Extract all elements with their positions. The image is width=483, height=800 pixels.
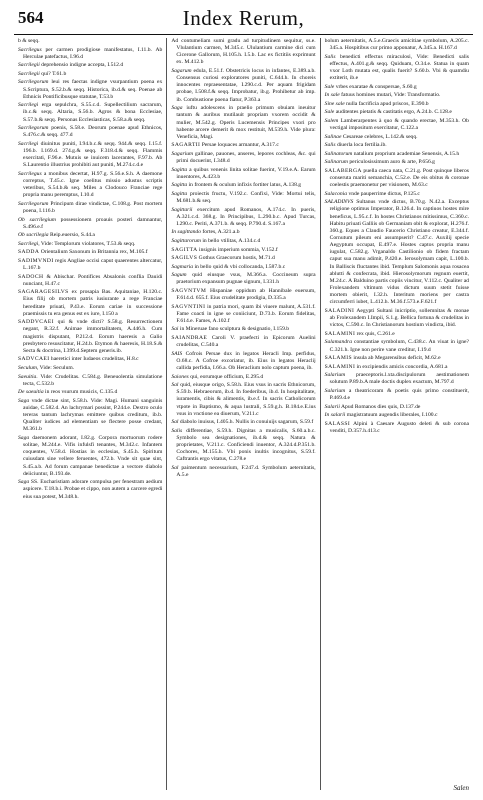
entry-headword: Sagmaria [171,263,194,270]
index-entry [18,479,162,500]
entry-text: nulla facrificia apud priscos, E.390.b [346,100,429,107]
entry-text: constantiae symbolum, C.438.c. An viuat in igne? C.321.h. Igne non perire vane creditur, I.19.d [329,339,469,353]
entry-text: insignis imperium sommia, V.152.f [199,246,278,253]
index-entry [18,289,162,318]
index-entry [325,421,469,435]
entry-text: Aegypti Sultani inicriptio, sollemnitas & monae ab Frolexandem I.Impii, S.1.g. Bellica fortuna & crudelitas in victos, C.590.c. In Christianorum hostium vindicta, ibid. [329,307,469,329]
index-entry [171,247,315,254]
entry-headword: Sacrilegus [18,46,42,53]
entry-headword: Salarium [324,372,346,379]
index-entry [18,71,162,78]
index-entry [171,335,315,349]
entry-text: in patria mori, quam ibi viuere malunt, A.531.f. Fame coacti in igne se coniiciunt, D.73.b. Eorum fidelitas, F.614.e. Fames, A.102.f [176,303,316,324]
index-entry [18,389,162,396]
entry-text: auditentes pietatis & castitatis ergo, A.24.b. C.128.e [335,109,452,116]
index-column-right [321,38,473,790]
entry-text: magistratuum augendis liberales, I.100.c [346,412,438,419]
entry-headword: SADDA [18,249,40,256]
entry-text: SS. Eucharistiam adorare compulsa per fenestram aedium aspicere. T.18.b.i. Probae et cippo, non autem a carcere egredi eius sua potest, M.348.h. [23,479,163,500]
entry-text: Caroli V. praefecti in Epicorum Auelini crudelitas, C.540.a [176,334,316,349]
entry-text: possessionem proauis posteri damnantur, S.496.e.f [23,216,163,230]
entry-text: quid, eiusque origo, S.58.h. Eius vsus in sacris Ethnicorum, S.59.b. Hebraeorum, ib.d. In foederibus, ib.d. In hospitalitate, iuramentis, cibis & alimentis, ib.e.f. In sacris Catholicorum vtpote in Baptismo, & aqua lustrali, S.59.g.h. B.184.e.E.ius vsus in vnctione ea diuerum, V.211.c [176,382,316,417]
index-entry [325,134,469,141]
entry-text: paimentum necessarium, F.247.d. Symbolum aeternitatis, A.5.e [176,464,316,479]
entry-text: fortes, A.321.a.b [202,229,240,236]
entry-headword: SADOCH [18,273,44,280]
index-entry [171,264,315,271]
entry-headword: SAGARAGESILVS [18,289,69,296]
entry-headword: Sacrilegorum [18,200,49,207]
entry-headword: SALAMIS [324,355,353,362]
entry-text: periculosissimum auro & arte, P.656.g [349,159,435,166]
entry-headword: Sacrilegorum [18,125,49,132]
index-entry [171,374,315,381]
entry-headword: Salis [324,53,336,60]
index-entry [171,465,315,479]
index-entry [325,168,469,189]
entry-headword: SADVCAEI [18,356,50,363]
entry-text: Vide: Seculum. [39,364,75,371]
entry-text: exercitum apud Romanos, A.174.c. In pueris, A.321.c.d. 368.g. In Principibus, L.290.b.c. Apud Turcas, I.290.c. Periti, A.371.b. & seqq. P.790.d. S.167.a [176,206,316,227]
entry-headword: Sacrilegi [18,102,39,109]
index-entry [325,142,469,149]
entry-headword: SALAMINI [324,330,356,337]
entry-headword: SAGILVS [171,255,198,262]
index-entry [18,398,162,434]
entry-text: puella caeca nata, C.21.g. Post quinque liberos conseruta mariti semanchia, C.52.e. De eis obitus & coronae coelestis praemonetur per visionem, M.63.c [329,167,469,189]
index-entry [171,351,315,372]
index-entry [171,272,315,286]
index-entry [18,125,162,139]
entry-headword: Sacrilegorum [18,79,49,86]
entry-text: benedicti effectus miraculosi, Vide: Benedicti salis effectus, A.401.g.& seqq. Quiduam, O.34.e. Statua in quam vxor Loth mutata est, qualis fuerit? S.60.b. Vbi & quamdiu extiterit, ib.e [329,53,469,82]
entry-headword: Salem [324,117,339,124]
entry-headword: Sagum [171,272,187,279]
entry-headword: In sagittando [171,229,202,236]
entry-headword: Sagarium [171,150,194,157]
page-title: Index Rerum, [182,6,305,30]
entry-text: differentiae, S.59.h. Dignitas a musicalis, S.60.a.b.c. Symbolo sea designationes, ib.d.& seqq. Natura & proprietates, V.211.c. Conficiendi inuentor, A.324.d.P.351.b. Cochores, M.155.h. Vbi ponis inultis incognitus, S.59.f. Caftrantis ergo vitatus, C.278.e [176,427,316,463]
index-entry [325,84,469,91]
entry-text: qui & vnde dicti? S.58.g. Resurrectionem negant, R.32.f. Animae immortalitatem, A.446.h. Cum magistris disputant, P.212.d. Eorum haeresis a Galio presbytero resuscitatur, H.24.b. Etymon & haeresis, H.18.S.& Secta & doctrina, I.399.d.Septem generis.ib. [23,319,163,354]
entry-text: Cofrois Persae dux in legatos Heracli Imp. perfidus, O.68.c. A Cofroe excoriatur, ib. Eius in legatos Heraclij callida perfidia, I.66.a. Ob Heraclium nolo captum poena, ib. [176,350,316,371]
catchword: Salen [453,784,469,792]
entry-headword: Sale [324,83,335,90]
entry-headword: Sine sale [324,100,345,107]
index-entry [171,326,315,333]
index-entry [18,79,162,100]
entry-headword: Ob sacrilegium [18,216,56,223]
entry-headword: SALAMINI [324,363,356,370]
index-entry [325,54,469,83]
entry-text: edula, E.51.f. Obstetricis locus in infantes, E.389.a.b. Consensus curiosi exploratores puniti, C.644.h. In choreis innocentes repraesentatae, I.290.c.d. Per aquam frigidam probae, I.508.f.& seqq. Improbatur, ib.g. Prohibetur ab imp. ib. Combustione poena fiatur, P.363.a [176,68,316,103]
entry-headword: SADDVCAEI [18,319,54,326]
entry-headword: Saga [18,397,30,404]
entry-headword: Salaconia [324,190,348,197]
entry-text: Vide: Templorum violatores, T.53.& seqq. [40,240,136,247]
entry-headword: Sacrilegus [18,170,42,177]
entry-headword: De saeuitia [18,389,44,396]
entry-text: ex prosapia Bas. Aquitaniae, H.120.c. Eius filij ob mortem patris iusiurante a rege Franciae hereditate priuati, P.43.e. Eorum cariae in successione praemissis tu era genus est ex iure, I.150 a [23,289,163,317]
index-entry [18,141,162,170]
index-entry [325,388,469,402]
entry-text: in Mineruae fano sculptura & designatio, I.159.b [179,326,290,333]
index-entry [325,364,469,371]
entry-text: diuinitus puniti, I.94.b.c.& seqq. 944.& seqq. I.15.f. 196.b. I.169.d. 274.g.& seqq. F.318.d.& seqq. Flammis exercitati, F.96.e. Mutuis se inuicem lacerantes, F.97.b. Ab S.Laurentio illustrius prohibiti aut puniti, M.274.c.d.e [23,140,163,169]
index-entry [18,232,162,239]
entry-headword: Sagittarorum [171,237,201,244]
index-entry [18,274,162,288]
index-entry [18,249,162,256]
entry-text: insula ab Megarensibus deficit, M.62.e [353,355,441,362]
index-entry [171,288,315,302]
entry-text: Principum dirae vindictae, C.108.g. Post mortem poena, I.116.b [23,200,163,214]
entry-headword: SALABERGA [324,167,362,174]
entry-text: poenis, S.58.e. Deorum poenae apud Ethnicos, S.476.c.& seqq. 477.d [23,125,163,139]
index-entry [18,171,162,200]
index-entry [171,68,315,104]
index-entry [171,191,315,205]
entry-text: proiectis fructu, V.192.c. Confixi, Vide: Mortui telis, M.681.b.& seq. [176,190,316,205]
entry-text: Apud Romanos dies quis, D.137.de [340,403,421,410]
entry-headword: Salis [324,142,336,149]
entry-text: Gothus Graecorum hostis, M.71.d [198,255,275,262]
entry-headword: Seculum, [18,364,39,371]
entry-headword: Salis [171,427,183,434]
entry-text: rex quis, C.261.e [356,330,395,337]
entry-text: per carmen prodigiose manifestatus, I.11.b. Ab Herculae patefactus, I.96.d [23,46,163,60]
entry-text: Sultanus vnde dictus, B.70.g. N.42.a. Exceptus religione optimus Imperator, B.126.d. In captiuos hostes mire beneficus, L.95.c.f. In hostes Christianos mitissimus, C.360.c. Habitu priuati Galliis ob Germaniam obit & explorat, H.276.f. 360.g. Eques a Claudio Faucerio Christiano creatur, E.344.f. Cornutum pileum eni assumpserit? C.47.c. Auxilij specie Aegyptum occupat, E.497.e. Hostes captos propria manu iugulat, C.582.g. Vrganaldo Castilionio ob fidem fractam caput sua manu adimit, P.420.e. Ierosolymam capit, L.100.b. In Balliscis fluctantes ibid. Templum Salomonis aqua rosacea ablutti & confecrata, ibid. Hierosolymorum regnum euertit, M.24.c. A Balduino partis copiis vincitur, V.112.c. Qualiter ad Frolexandem vltimum vidus dictum suum stetit fuisse mortem obierit, I.32.h. Interitum moriens per castra circumferri iubet, L.412.h. M.36.f.573.e.F.621.f [329,199,469,306]
index-entry [18,365,162,372]
index-entry [171,38,315,67]
entry-headword: Salinatorum [324,150,353,157]
entry-text: bolum aeternitatis, A.5.e.Graecis amicitiae symbolum, A.205.c. 345.a. Hospitibus cur primo apponatur, A.345.a. H.167.d [324,38,469,52]
index-entry [171,142,315,149]
entry-text: regis Angliae occisi caput quaerentes altercatur, L.167.b [23,257,163,271]
index-entry [18,38,162,45]
index-entry [325,109,469,116]
entry-headword: In salarii [324,412,346,419]
entry-headword: Sacrilegii [18,62,40,69]
entry-text: Orientalium Saxonum in Britannia rex, M.105.f [40,249,148,256]
entry-text: Alpini à Caesare Augusto deleti & sub corona venditi, D.357.h.413.c [329,420,469,434]
index-entry [18,62,162,69]
index-entry [18,319,162,355]
entry-text: haeretici inter Iudaeos crudelitas, H.8.c [50,356,139,363]
entry-text: Cesareae celebres, L.142.& seqq. [342,133,418,140]
entry-text: in reos vsurum musicis, C.135.d [45,389,118,396]
entry-text: Vide: Crudelitas. C.584.g. Beneuolentia simulatione tecta, C.532.b [23,373,163,387]
index-entry [18,374,162,388]
entry-headword: Ob sacrilegia [18,232,49,239]
entry-headword: Saga [171,105,183,112]
entry-text: diuerla loca fertilia.ib. [336,142,387,149]
entry-headword: Sagarum [171,68,192,75]
entry-text: fatuus homines mutari, Vide: Transformatio. [341,92,441,99]
entry-headword: Salinarum [324,159,348,166]
index-entry [171,105,315,141]
entry-text: in frontem & oculum infixis fortiter latus, A.138.g [188,182,302,189]
entry-text: Persae loquaces armantur, A.317.c [201,142,279,149]
index-entry [325,308,469,329]
index-entry [171,304,315,325]
entry-headword: Sagitta [171,182,188,189]
entry-text: diabolo inuisus, I.405.h. Nullis in conuiuijs sagarum, S.59.f [179,419,314,426]
index-entry [325,404,469,411]
index-entry [171,255,315,262]
index-entry [325,151,469,158]
index-entry [18,217,162,231]
index-entry [171,382,315,418]
index-entry [325,199,469,306]
entry-headword: Sal [171,419,179,426]
entry-text: erga sepulchra, S.55.c.d. Supellectilium sacrarum, ib.c.& seqq. Altaria, S.56.b. Agros & bona Ecclesiae, S.57.b.& seqq. Personas Ecclesiasticas, S.58.a.& seqq. [23,102,163,123]
entry-headword: Saeuitia. [18,373,38,380]
entry-text: natalium proprium academiae Senensis, A.15.h [353,150,460,157]
entry-text: leui res faectas indigne vsurpantium poena ex S.Scriptura, S.52.b.& seqq. Historica, ib.d.& seq. Poenae ab Ethnicis Pontificibusque statutae, T.53.b [23,79,163,100]
entry-headword: Sagitta [171,166,188,173]
header-rule [14,34,473,35]
entry-text: Reip.euersio, S.44.a [50,232,95,239]
index-entry [18,258,162,272]
entry-headword: Sagittarii [171,206,193,213]
entry-headword: SALASSI [324,420,351,427]
entry-headword: SAIS [171,350,183,357]
index-entry [325,412,469,419]
index-entry [325,355,469,362]
entry-headword: SALADINI [324,307,355,314]
entry-headword: Sai [171,326,179,333]
entry-headword: Saga [18,434,30,441]
entry-text: deprehensio indigne accepta, I.512.d [41,62,124,69]
entry-text: daemonem adorant, I.82.g. Corpora mortuorum rodere solitae, M.244.e. Vifis infulsfi tenantes, M.342.c. Infantem coquentes, V.58.d. Hostias in ecclesias, S.45.h. Spiritum cuiusdam sine vellere feruentes, 472.b. Vnde sit quae sint, S.45.a.b. Ad forum campanae benedictae a vectore diabolo deiiciuntur, B.193.de. [23,434,163,477]
page-number: 564 [18,8,44,27]
index-entry [18,356,162,363]
entry-headword: SADIMVNDI [18,257,54,264]
entry-headword: SAIANDRAE [171,334,208,341]
entry-text: a theatricoram & poetis quis primo constituerit, P.469.d.e [329,387,469,401]
entry-headword: Salarii [324,403,340,410]
entry-text: praeceptoris.l.xta.discipulorum aestimationem solutum P.89.b.A male doctis duplex exactum, M.797.d [329,372,469,386]
index-entry [325,372,469,386]
entry-text: in bello vtilitas, A.134.c.d [202,237,261,244]
index-entry [18,47,162,61]
page-header [14,6,473,32]
index-column-left [14,38,166,790]
entry-headword: SAGARTII [171,142,201,149]
entry-headword: Salamandra [324,339,353,346]
entry-headword: Salarium [324,387,346,394]
entry-headword: SAGVNTVM [171,287,207,294]
entry-text: quid eiusque vsus, M.366.a. Coccineum supra praetorium expansum pugnae signum, I.331.h [176,272,316,286]
entry-text: a quibus venenis linita solitae fuerint, V.19.e.A. Earum inuentores, A.423.b [176,166,316,180]
index-entry [325,339,469,353]
entry-headword: SAGVNTINI [171,303,206,310]
entry-text: vrbes exaratae & conspersae, S.60.g [335,83,417,90]
entry-text: qui, eorumque officium, E.295.d [190,373,264,380]
entry-headword: Sacrilegi, [18,240,40,247]
index-entry [18,201,162,215]
entry-headword: Sacrilegi [18,140,39,147]
index-entry [171,167,315,181]
entry-text: qui? T.61.b [41,70,67,77]
index-entry [171,229,315,236]
entry-text: Lamberarpentes à quo & quando erectae, M.353.h. Ob vectigal impositum exercitatur, C.122.a [329,117,469,132]
entry-text: in excipiendis amicis concordia, A.681.a [356,363,448,370]
index-entry [171,419,315,426]
entry-text: gallinae, pauones, anseres, lepores cochleas, &c. qui primi docuerint, I.348.d [176,150,316,165]
entry-headword: Sagitta [171,190,188,197]
index-entry [325,38,469,52]
entry-headword: In sale [324,92,340,99]
entry-text: Hispaniae oppidum ab Hannibale euersum, F.614.d. 655.f. Eius crudelitate prodigia, D.335.a [176,287,316,302]
index-entry [325,331,469,338]
index-entry [171,207,315,228]
index-entry [325,92,469,99]
index-entry [171,151,315,165]
index-column-middle [166,38,320,790]
entry-headword: SALADINVS [324,199,354,206]
entry-text: Ad contumeliam sumi gradu ad turpitudinem sequitur, ss.e. Vlulantium carmen, M.345.c. Ululantium carmine dici cum Cicerone Gallorum, H.105.h. I.5.b. Lac ex fictitiis exprimunt ex. M.412.b [171,38,316,66]
entry-text: in bello quid & vbi collocanda, I.587.b.c [194,263,286,270]
index-entry [171,182,315,189]
index-entry [171,238,315,245]
entry-headword: Sal [171,464,179,471]
index-entry [325,159,469,166]
index-entry [325,101,469,108]
entry-headword: SAGITTA [171,246,198,253]
index-entry [325,191,469,198]
entry-text: a monibus decertat, H.97.g. S.56.e.S.h. A daemone correptus, T.45.c. Igne coelitus missio adustus scriptis veteribus, S.54.b.& seq. Miles a Clodouco Franciae rege propria manu peremptus, I.10.d [23,170,163,199]
entry-headword: Saga [18,479,30,486]
index-entry [18,435,162,478]
entry-text: vnde pauperrime dictus, P.125.c [348,190,420,197]
entry-text: b & seqq. [18,38,40,44]
index-entry [18,241,162,248]
index-entry [171,428,315,464]
entry-headword: Saiones [171,373,189,380]
index-columns [14,38,473,790]
entry-headword: Sacrilegii [18,70,40,77]
entry-headword: Sal [171,382,179,389]
entry-text: & Abischar. Pontifices Absalonis conflia Dauidi nunciant, H.47.c [23,273,163,287]
entry-headword: Sale [324,109,335,116]
entry-text: iuftu adolescens in praelio primum obuiam ineuitur tantum & auribus mutilauit propriam vxorem occidit & mulier, M.542.g. Operis Lucemensis Principes vxori pro habente arcere demerit & mox restituit, M.539.h. Vide plura: Veneficia, Magi. [176,105,316,140]
entry-text: vnde dictae sint, S.58.h. Vide: Magi. Humani sanguinis auidae, C.582.d. An lachrymari possint, P.244.e. Dextro oculo tereras tantum lachrymas emittere quibus creditum, ib.b. Qualiter iudices ad elementiam se flectere posse credant, M.361.b [23,397,163,433]
index-entry [325,118,469,132]
index-entry [18,102,162,123]
entry-headword: Salinae [324,133,342,140]
